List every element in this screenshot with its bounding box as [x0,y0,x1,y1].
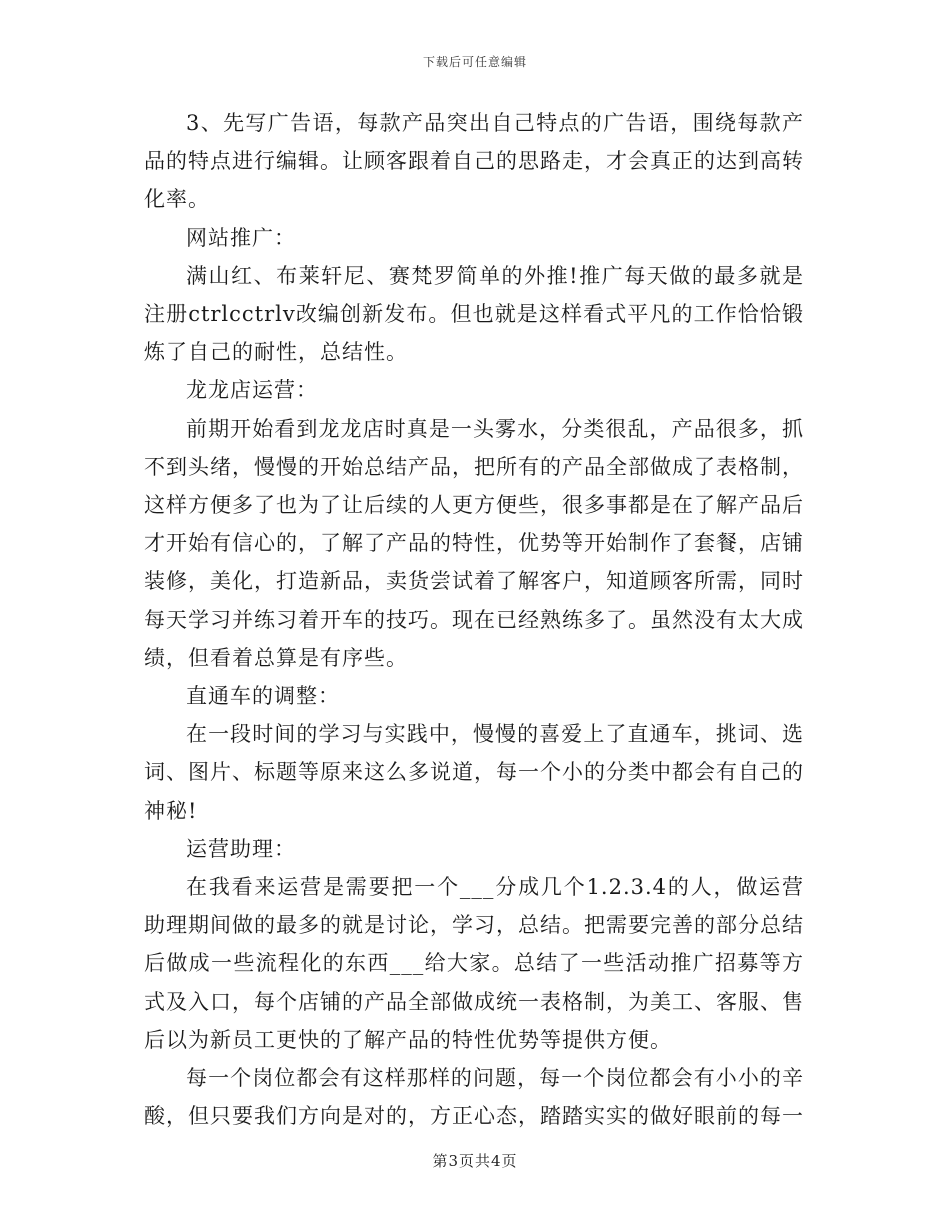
paragraph-ad-slogan: 3、先写广告语，每款产品突出自己特点的广告语，围绕每款产品的特点进行编辑。让顾客跟着自己的思路走，才会真正的达到高转化率。 [144,111,804,212]
document-body [144,104,804,1135]
heading-operations-assistant: 运营助理： [186,836,296,861]
paragraph-longlong-store: 前期开始看到龙龙店时真是一头雾水，分类很乱，产品很多，抓不到头绪，慢慢的开始总结产品，把所有的产品全部做成了表格制，这样方便多了也为了让后续的人更方便些，很多事都是在了解产品后才开始有信心的，了解了产品的特性，优势等开始制作了套餐，店铺装修，美化，打造新品，卖货尝试着了解客户，知道顾客所需，同时每天学习并练习着开车的技巧。现在已经熟练多了。虽然没有太大成绩，但看着总算是有序些。 [144,416,804,670]
heading-through-train: 直通车的调整： [186,684,340,709]
paragraph-operations-assistant: 在我看来运营是需要把一个___分成几个1.2.3.4的人，做运营助理期间做的最多的就是讨论，学习，总结。把需要完善的部分总结后做成一些流程化的东西___给大家。总结了一些活动推广招募等方式及入口，每个店铺的产品全部做成统一表格制，为美工、客服、售后以为新员工更快的了解产品的特性优势等提供方便。 [144,875,804,1052]
page-header: 下载后可任意编辑 [422,55,527,69]
paragraph-through-train: 在一段时间的学习与实践中，慢慢的喜爱上了直通车，挑词、选词、图片、标题等原来这么多说道，每一个小的分类中都会有自己的神秘! [144,722,804,823]
paragraph-closing: 每一个岗位都会有这样那样的问题，每一个岗位都会有小小的辛酸，但只要我们方向是对的，方正心态，踏踏实实的做好眼前的每一 [144,1066,804,1129]
paragraph-website-promotion: 满山红、布莱轩尼、赛梵罗简单的外推!推广每天做的最多就是注册ctrlcctrlv改编创新发布。但也就是这样看式平凡的工作恰恰锻炼了自己的耐性，总结性。 [144,263,804,365]
heading-website-promotion: 网站推广： [186,225,296,250]
page-number-footer: 第3页共4页 [432,1152,518,1170]
heading-longlong-store: 龙龙店运营： [186,378,318,403]
